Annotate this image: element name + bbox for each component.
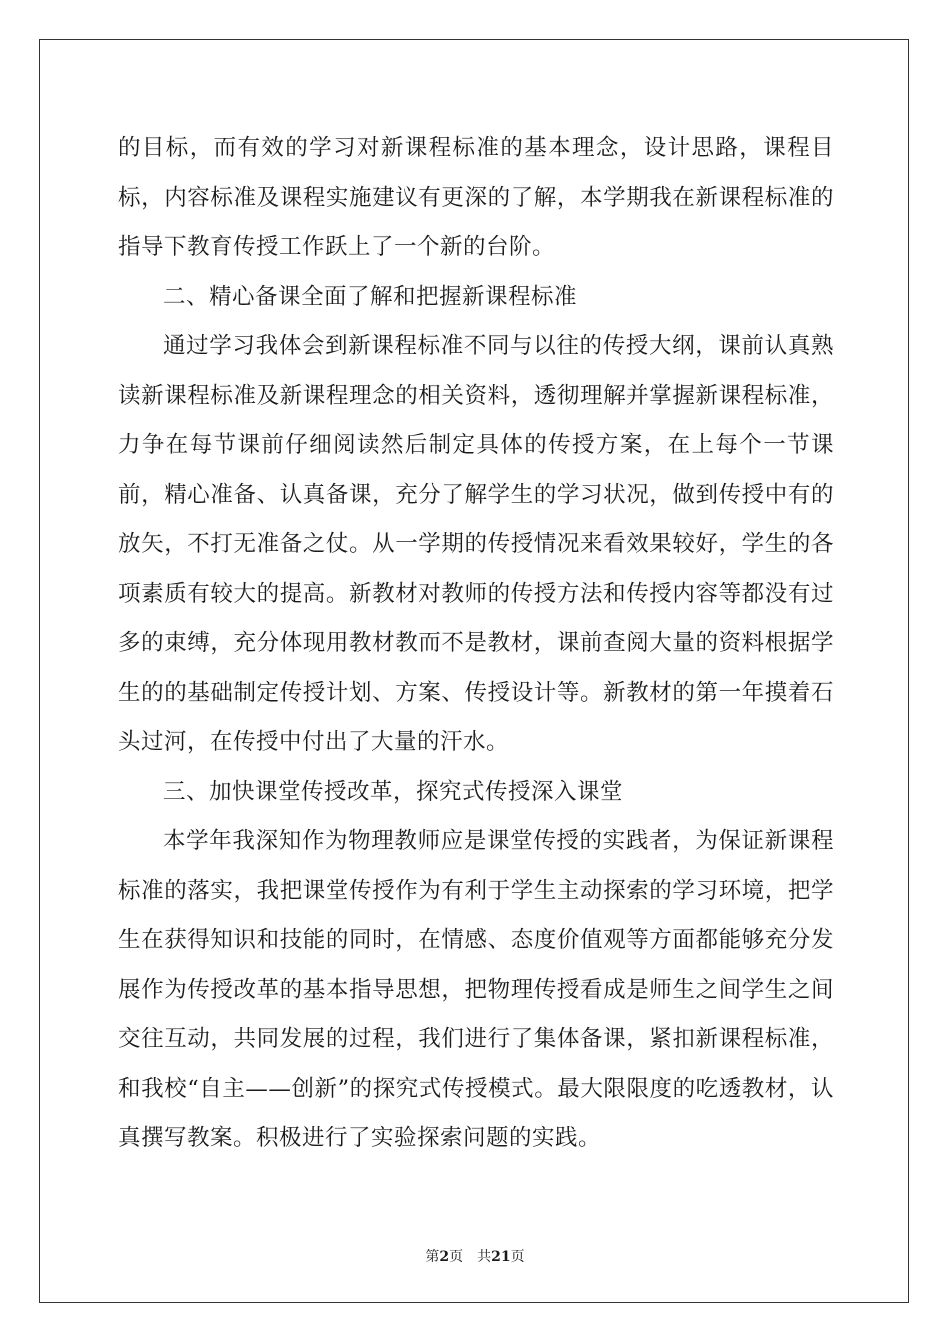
total-pages: 21 xyxy=(491,1249,511,1265)
section-heading-3: 三、加快课堂传授改革，探究式传授深入课堂 xyxy=(163,778,624,805)
document-body xyxy=(118,124,834,1164)
page-number: 2 xyxy=(439,1249,450,1265)
page-suffix: 页 xyxy=(449,1249,464,1265)
page-footer xyxy=(0,1247,950,1267)
total-suffix: 页 xyxy=(510,1249,525,1265)
paragraph-3: 本学年我深知作为物理教师应是课堂传授的实践者，为保证新课程标准的落实，我把课堂传授作为有利于学生主动探索的学习环境，把学生在获得知识和技能的同时，在情感、态度价值观等方面都能够充分发展作为传授改革的基本指导思想，把物理传授看成是师生之间学生之间交往互动，共同发展的过程，我们进行了集体备课，紧扣新课程标准，和我校“自主——创新”的探究式传授模式。最大限限度的吃透教材，认真撰写教案。积极进行了实验探索问题的实践。 xyxy=(118,828,834,1151)
paragraph-2: 通过学习我体会到新课程标准不同与以往的传授大纲，课前认真熟读新课程标准及新课程理念的相关资料，透彻理解并掌握新课程标准，力争在每节课前仔细阅读然后制定具体的传授方案，在上每个一节课前，精心准备、认真备课，充分了解学生的学习状况，做到传授中有的放矢，不打无准备之仗。从一学期的传授情况来看效果较好，学生的各项素质有较大的提高。新教材对教师的传授方法和传授内容等都没有过多的束缚，充分体现用教材教而不是教材，课前查阅大量的资料根据学生的的基础制定传授计划、方案、传授设计等。新教材的第一年摸着石头过河，在传授中付出了大量的汗水。 xyxy=(118,333,834,755)
paragraph-1: 的目标，而有效的学习对新课程标准的基本理念，设计思路，课程目标，内容标准及课程实施建议有更深的了解，本学期我在新课程标准的指导下教育传授工作跃上了一个新的台阶。 xyxy=(118,135,834,260)
section-heading-2: 二、精心备课全面了解和把握新课程标准 xyxy=(163,283,578,310)
total-prefix: 共 xyxy=(477,1249,492,1265)
page-prefix: 第 xyxy=(425,1249,440,1265)
